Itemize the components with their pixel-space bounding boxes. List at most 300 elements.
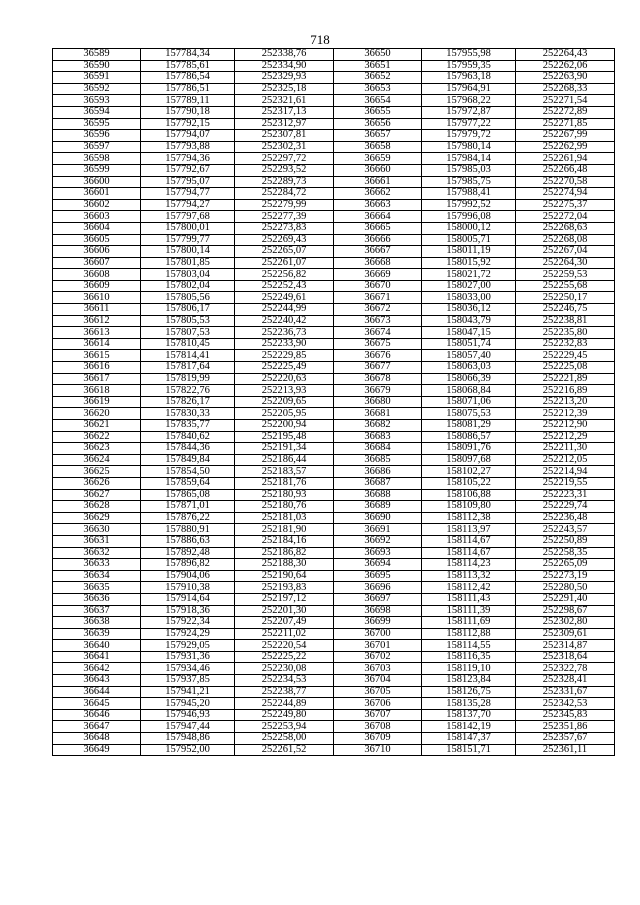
point-id-cell: 36648 (53, 733, 141, 745)
x-coordinate-cell: 157941,21 (141, 686, 235, 698)
y-coordinate-cell: 252244,89 (235, 698, 334, 710)
y-coordinate-cell: 252268,08 (516, 234, 615, 246)
x-coordinate-cell: 158112,42 (422, 582, 516, 594)
point-id-cell: 36621 (53, 420, 141, 432)
y-coordinate-cell: 252271,85 (516, 118, 615, 130)
x-coordinate-cell: 158005,71 (422, 234, 516, 246)
x-coordinate-cell: 158066,39 (422, 373, 516, 385)
y-coordinate-cell: 252274,94 (516, 188, 615, 200)
x-coordinate-cell: 157792,15 (141, 118, 235, 130)
x-coordinate-cell: 157784,34 (141, 49, 235, 61)
y-coordinate-cell: 252270,58 (516, 176, 615, 188)
x-coordinate-cell: 157947,44 (141, 721, 235, 733)
point-id-cell: 36659 (334, 153, 422, 165)
x-coordinate-cell: 158151,71 (422, 744, 516, 756)
point-id-cell: 36630 (53, 524, 141, 536)
x-coordinate-cell: 158112,38 (422, 512, 516, 524)
point-id-cell: 36603 (53, 211, 141, 223)
x-coordinate-cell: 157792,67 (141, 164, 235, 176)
x-coordinate-cell: 157979,72 (422, 130, 516, 142)
x-coordinate-cell: 157794,36 (141, 153, 235, 165)
point-id-cell: 36608 (53, 269, 141, 281)
table-row (53, 118, 615, 130)
point-id-cell: 36647 (53, 721, 141, 733)
x-coordinate-cell: 157929,05 (141, 640, 235, 652)
y-coordinate-cell: 252220,63 (235, 373, 334, 385)
point-id-cell: 36655 (334, 106, 422, 118)
x-coordinate-cell: 157785,61 (141, 60, 235, 72)
y-coordinate-cell: 252186,82 (235, 547, 334, 559)
y-coordinate-cell: 252229,45 (516, 350, 615, 362)
x-coordinate-cell: 157790,18 (141, 106, 235, 118)
table-row (53, 559, 615, 571)
x-coordinate-cell: 157789,11 (141, 95, 235, 107)
table-row (53, 524, 615, 536)
x-coordinate-cell: 157952,00 (141, 744, 235, 756)
y-coordinate-cell: 252357,67 (516, 733, 615, 745)
y-coordinate-cell: 252302,31 (235, 141, 334, 153)
x-coordinate-cell: 157985,03 (422, 164, 516, 176)
y-coordinate-cell: 252266,48 (516, 164, 615, 176)
x-coordinate-cell: 157794,07 (141, 130, 235, 142)
y-coordinate-cell: 252277,39 (235, 211, 334, 223)
point-id-cell: 36596 (53, 130, 141, 142)
x-coordinate-cell: 158111,39 (422, 605, 516, 617)
x-coordinate-cell: 157937,85 (141, 675, 235, 687)
y-coordinate-cell: 252225,22 (235, 651, 334, 663)
point-id-cell: 36599 (53, 164, 141, 176)
x-coordinate-cell: 157948,86 (141, 733, 235, 745)
y-coordinate-cell: 252234,53 (235, 675, 334, 687)
x-coordinate-cell: 157817,64 (141, 362, 235, 374)
x-coordinate-cell: 158114,55 (422, 640, 516, 652)
y-coordinate-cell: 252229,85 (235, 350, 334, 362)
y-coordinate-cell: 252181,03 (235, 512, 334, 524)
table-row (53, 153, 615, 165)
table-row (53, 477, 615, 489)
point-id-cell: 36706 (334, 698, 422, 710)
x-coordinate-cell: 158091,76 (422, 443, 516, 455)
y-coordinate-cell: 252200,94 (235, 420, 334, 432)
x-coordinate-cell: 157892,48 (141, 547, 235, 559)
x-coordinate-cell: 157934,46 (141, 663, 235, 675)
x-coordinate-cell: 157988,41 (422, 188, 516, 200)
table-row (53, 141, 615, 153)
x-coordinate-cell: 158116,35 (422, 651, 516, 663)
point-id-cell: 36696 (334, 582, 422, 594)
x-coordinate-cell: 157992,52 (422, 199, 516, 211)
point-id-cell: 36654 (334, 95, 422, 107)
table-row (53, 106, 615, 118)
table-row (53, 72, 615, 84)
x-coordinate-cell: 157984,14 (422, 153, 516, 165)
point-id-cell: 36687 (334, 477, 422, 489)
x-coordinate-cell: 157830,33 (141, 408, 235, 420)
y-coordinate-cell: 252293,52 (235, 164, 334, 176)
y-coordinate-cell: 252267,04 (516, 246, 615, 258)
y-coordinate-cell: 252205,95 (235, 408, 334, 420)
table-row (53, 338, 615, 350)
y-coordinate-cell: 252256,82 (235, 269, 334, 281)
point-id-cell: 36635 (53, 582, 141, 594)
point-id-cell: 36660 (334, 164, 422, 176)
y-coordinate-cell: 252272,89 (516, 106, 615, 118)
y-coordinate-cell: 252307,81 (235, 130, 334, 142)
y-coordinate-cell: 252246,75 (516, 304, 615, 316)
point-id-cell: 36649 (53, 744, 141, 756)
point-id-cell: 36589 (53, 49, 141, 61)
x-coordinate-cell: 158102,27 (422, 466, 516, 478)
y-coordinate-cell: 252180,76 (235, 501, 334, 513)
x-coordinate-cell: 157918,36 (141, 605, 235, 617)
point-id-cell: 36679 (334, 385, 422, 397)
table-row (53, 234, 615, 246)
table-row (53, 292, 615, 304)
y-coordinate-cell: 252225,49 (235, 362, 334, 374)
y-coordinate-cell: 252269,43 (235, 234, 334, 246)
table-row (53, 315, 615, 327)
point-id-cell: 36595 (53, 118, 141, 130)
point-id-cell: 36606 (53, 246, 141, 258)
y-coordinate-cell: 252252,43 (235, 280, 334, 292)
coordinate-table (52, 48, 615, 756)
table-row (53, 454, 615, 466)
point-id-cell: 36705 (334, 686, 422, 698)
point-id-cell: 36658 (334, 141, 422, 153)
y-coordinate-cell: 252244,99 (235, 304, 334, 316)
point-id-cell: 36688 (334, 489, 422, 501)
point-id-cell: 36704 (334, 675, 422, 687)
x-coordinate-cell: 157924,29 (141, 628, 235, 640)
y-coordinate-cell: 252351,86 (516, 721, 615, 733)
y-coordinate-cell: 252211,02 (235, 628, 334, 640)
x-coordinate-cell: 158147,37 (422, 733, 516, 745)
table-row (53, 373, 615, 385)
x-coordinate-cell: 158086,57 (422, 431, 516, 443)
x-coordinate-cell: 158057,40 (422, 350, 516, 362)
x-coordinate-cell: 157793,88 (141, 141, 235, 153)
point-id-cell: 36624 (53, 454, 141, 466)
table-row (53, 628, 615, 640)
x-coordinate-cell: 157805,53 (141, 315, 235, 327)
y-coordinate-cell: 252265,09 (516, 559, 615, 571)
x-coordinate-cell: 157876,22 (141, 512, 235, 524)
y-coordinate-cell: 252264,30 (516, 257, 615, 269)
x-coordinate-cell: 157819,99 (141, 373, 235, 385)
x-coordinate-cell: 157799,77 (141, 234, 235, 246)
y-coordinate-cell: 252180,93 (235, 489, 334, 501)
x-coordinate-cell: 157803,04 (141, 269, 235, 281)
table-row (53, 640, 615, 652)
y-coordinate-cell: 252250,17 (516, 292, 615, 304)
point-id-cell: 36628 (53, 501, 141, 513)
x-coordinate-cell: 158011,19 (422, 246, 516, 258)
y-coordinate-cell: 252191,34 (235, 443, 334, 455)
point-id-cell: 36625 (53, 466, 141, 478)
point-id-cell: 36661 (334, 176, 422, 188)
x-coordinate-cell: 158123,84 (422, 675, 516, 687)
x-coordinate-cell: 158051,74 (422, 338, 516, 350)
y-coordinate-cell: 252279,99 (235, 199, 334, 211)
y-coordinate-cell: 252207,49 (235, 617, 334, 629)
point-id-cell: 36643 (53, 675, 141, 687)
point-id-cell: 36622 (53, 431, 141, 443)
point-id-cell: 36692 (334, 535, 422, 547)
x-coordinate-cell: 157795,07 (141, 176, 235, 188)
y-coordinate-cell: 252275,37 (516, 199, 615, 211)
table-row (53, 257, 615, 269)
y-coordinate-cell: 252314,87 (516, 640, 615, 652)
y-coordinate-cell: 252289,73 (235, 176, 334, 188)
x-coordinate-cell: 158097,68 (422, 454, 516, 466)
table-row (53, 49, 615, 61)
table-row (53, 420, 615, 432)
x-coordinate-cell: 157886,63 (141, 535, 235, 547)
table-row (53, 385, 615, 397)
y-coordinate-cell: 252258,00 (235, 733, 334, 745)
point-id-cell: 36590 (53, 60, 141, 72)
table-row (53, 570, 615, 582)
y-coordinate-cell: 252238,77 (235, 686, 334, 698)
point-id-cell: 36676 (334, 350, 422, 362)
y-coordinate-cell: 252338,76 (235, 49, 334, 61)
point-id-cell: 36627 (53, 489, 141, 501)
table-row (53, 663, 615, 675)
x-coordinate-cell: 157955,98 (422, 49, 516, 61)
x-coordinate-cell: 158109,80 (422, 501, 516, 513)
point-id-cell: 36709 (334, 733, 422, 745)
point-id-cell: 36617 (53, 373, 141, 385)
table-row (53, 60, 615, 72)
point-id-cell: 36632 (53, 547, 141, 559)
point-id-cell: 36702 (334, 651, 422, 663)
point-id-cell: 36637 (53, 605, 141, 617)
point-id-cell: 36639 (53, 628, 141, 640)
y-coordinate-cell: 252334,90 (235, 60, 334, 72)
point-id-cell: 36695 (334, 570, 422, 582)
point-id-cell: 36671 (334, 292, 422, 304)
table-row (53, 617, 615, 629)
point-id-cell: 36662 (334, 188, 422, 200)
y-coordinate-cell: 252233,90 (235, 338, 334, 350)
point-id-cell: 36669 (334, 269, 422, 281)
y-coordinate-cell: 252223,31 (516, 489, 615, 501)
table-row (53, 466, 615, 478)
x-coordinate-cell: 158015,92 (422, 257, 516, 269)
x-coordinate-cell: 158043,79 (422, 315, 516, 327)
point-id-cell: 36597 (53, 141, 141, 153)
y-coordinate-cell: 252216,89 (516, 385, 615, 397)
point-id-cell: 36689 (334, 501, 422, 513)
point-id-cell: 36708 (334, 721, 422, 733)
y-coordinate-cell: 252221,89 (516, 373, 615, 385)
x-coordinate-cell: 157904,06 (141, 570, 235, 582)
x-coordinate-cell: 157800,01 (141, 222, 235, 234)
point-id-cell: 36629 (53, 512, 141, 524)
x-coordinate-cell: 157985,75 (422, 176, 516, 188)
x-coordinate-cell: 157844,36 (141, 443, 235, 455)
point-id-cell: 36673 (334, 315, 422, 327)
x-coordinate-cell: 158137,70 (422, 709, 516, 721)
point-id-cell: 36678 (334, 373, 422, 385)
x-coordinate-cell: 157945,20 (141, 698, 235, 710)
table-row (53, 199, 615, 211)
point-id-cell: 36691 (334, 524, 422, 536)
point-id-cell: 36593 (53, 95, 141, 107)
x-coordinate-cell: 158111,69 (422, 617, 516, 629)
x-coordinate-cell: 158106,88 (422, 489, 516, 501)
x-coordinate-cell: 157835,77 (141, 420, 235, 432)
y-coordinate-cell: 252297,72 (235, 153, 334, 165)
y-coordinate-cell: 252188,30 (235, 559, 334, 571)
y-coordinate-cell: 252284,72 (235, 188, 334, 200)
y-coordinate-cell: 252321,61 (235, 95, 334, 107)
table-row (53, 164, 615, 176)
x-coordinate-cell: 158027,00 (422, 280, 516, 292)
point-id-cell: 36666 (334, 234, 422, 246)
table-row (53, 721, 615, 733)
table-row (53, 605, 615, 617)
point-id-cell: 36667 (334, 246, 422, 258)
point-id-cell: 36623 (53, 443, 141, 455)
y-coordinate-cell: 252236,48 (516, 512, 615, 524)
y-coordinate-cell: 252209,65 (235, 396, 334, 408)
y-coordinate-cell: 252331,67 (516, 686, 615, 698)
point-id-cell: 36699 (334, 617, 422, 629)
y-coordinate-cell: 252220,54 (235, 640, 334, 652)
table-row (53, 280, 615, 292)
point-id-cell: 36594 (53, 106, 141, 118)
y-coordinate-cell: 252249,61 (235, 292, 334, 304)
x-coordinate-cell: 158119,10 (422, 663, 516, 675)
point-id-cell: 36670 (334, 280, 422, 292)
table-row (53, 709, 615, 721)
point-id-cell: 36698 (334, 605, 422, 617)
y-coordinate-cell: 252342,53 (516, 698, 615, 710)
point-id-cell: 36653 (334, 83, 422, 95)
x-coordinate-cell: 157865,08 (141, 489, 235, 501)
y-coordinate-cell: 252328,41 (516, 675, 615, 687)
point-id-cell: 36600 (53, 176, 141, 188)
x-coordinate-cell: 158063,03 (422, 362, 516, 374)
y-coordinate-cell: 252181,90 (235, 524, 334, 536)
table-row (53, 396, 615, 408)
table-row (53, 686, 615, 698)
x-coordinate-cell: 158113,97 (422, 524, 516, 536)
table-row (53, 535, 615, 547)
x-coordinate-cell: 157805,56 (141, 292, 235, 304)
x-coordinate-cell: 158036,12 (422, 304, 516, 316)
y-coordinate-cell: 252261,07 (235, 257, 334, 269)
table-row (53, 350, 615, 362)
y-coordinate-cell: 252195,48 (235, 431, 334, 443)
point-id-cell: 36612 (53, 315, 141, 327)
x-coordinate-cell: 157959,35 (422, 60, 516, 72)
y-coordinate-cell: 252197,12 (235, 593, 334, 605)
point-id-cell: 36618 (53, 385, 141, 397)
table-row (53, 593, 615, 605)
x-coordinate-cell: 158071,06 (422, 396, 516, 408)
point-id-cell: 36598 (53, 153, 141, 165)
point-id-cell: 36609 (53, 280, 141, 292)
point-id-cell: 36642 (53, 663, 141, 675)
x-coordinate-cell: 157968,22 (422, 95, 516, 107)
point-id-cell: 36646 (53, 709, 141, 721)
y-coordinate-cell: 252219,55 (516, 477, 615, 489)
y-coordinate-cell: 252235,80 (516, 327, 615, 339)
point-id-cell: 36664 (334, 211, 422, 223)
point-id-cell: 36604 (53, 222, 141, 234)
y-coordinate-cell: 252322,78 (516, 663, 615, 675)
x-coordinate-cell: 157896,82 (141, 559, 235, 571)
table-row (53, 188, 615, 200)
y-coordinate-cell: 252236,73 (235, 327, 334, 339)
point-id-cell: 36707 (334, 709, 422, 721)
y-coordinate-cell: 252240,42 (235, 315, 334, 327)
x-coordinate-cell: 158126,75 (422, 686, 516, 698)
x-coordinate-cell: 158047,15 (422, 327, 516, 339)
y-coordinate-cell: 252213,20 (516, 396, 615, 408)
point-id-cell: 36611 (53, 304, 141, 316)
y-coordinate-cell: 252268,63 (516, 222, 615, 234)
x-coordinate-cell: 157859,64 (141, 477, 235, 489)
table-row (53, 246, 615, 258)
point-id-cell: 36645 (53, 698, 141, 710)
x-coordinate-cell: 157972,87 (422, 106, 516, 118)
table-row (53, 362, 615, 374)
y-coordinate-cell: 252298,67 (516, 605, 615, 617)
table-row (53, 83, 615, 95)
point-id-cell: 36710 (334, 744, 422, 756)
point-id-cell: 36633 (53, 559, 141, 571)
table-row (53, 651, 615, 663)
point-id-cell: 36650 (334, 49, 422, 61)
x-coordinate-cell: 158114,23 (422, 559, 516, 571)
x-coordinate-cell: 157797,68 (141, 211, 235, 223)
x-coordinate-cell: 157871,01 (141, 501, 235, 513)
x-coordinate-cell: 157996,08 (422, 211, 516, 223)
x-coordinate-cell: 158033,00 (422, 292, 516, 304)
x-coordinate-cell: 158135,28 (422, 698, 516, 710)
point-id-cell: 36686 (334, 466, 422, 478)
x-coordinate-cell: 157840,62 (141, 431, 235, 443)
x-coordinate-cell: 157814,41 (141, 350, 235, 362)
table-row (53, 95, 615, 107)
x-coordinate-cell: 157914,64 (141, 593, 235, 605)
x-coordinate-cell: 157849,84 (141, 454, 235, 466)
x-coordinate-cell: 158112,88 (422, 628, 516, 640)
x-coordinate-cell: 157800,14 (141, 246, 235, 258)
y-coordinate-cell: 252229,74 (516, 501, 615, 513)
y-coordinate-cell: 252201,30 (235, 605, 334, 617)
x-coordinate-cell: 158142,19 (422, 721, 516, 733)
x-coordinate-cell: 157922,34 (141, 617, 235, 629)
y-coordinate-cell: 252232,83 (516, 338, 615, 350)
point-id-cell: 36703 (334, 663, 422, 675)
y-coordinate-cell: 252262,06 (516, 60, 615, 72)
point-id-cell: 36690 (334, 512, 422, 524)
x-coordinate-cell: 158114,67 (422, 547, 516, 559)
y-coordinate-cell: 252309,61 (516, 628, 615, 640)
point-id-cell: 36652 (334, 72, 422, 84)
y-coordinate-cell: 252345,83 (516, 709, 615, 721)
table-row (53, 176, 615, 188)
y-coordinate-cell: 252238,81 (516, 315, 615, 327)
y-coordinate-cell: 252271,54 (516, 95, 615, 107)
point-id-cell: 36672 (334, 304, 422, 316)
y-coordinate-cell: 252212,39 (516, 408, 615, 420)
x-coordinate-cell: 157980,14 (422, 141, 516, 153)
